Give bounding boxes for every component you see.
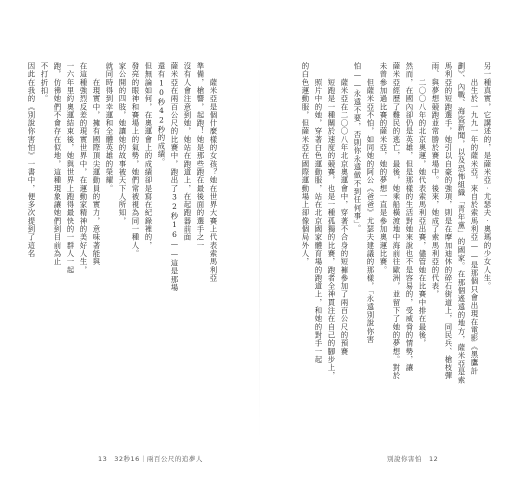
text-column: 不打折扣。 (40, 62, 49, 103)
text-column: 家公開的四肢，她讓她的故事被天下人所知， (118, 62, 127, 225)
text-column: 還有10秒42秒的成績。 (157, 62, 166, 167)
text-column: 在現實中，擁有國際頂尖運動員的實力，意味著能與 (92, 62, 101, 266)
text-column: 二〇〇八年的北京奧運，她代表索馬利亞出賽，儘管她在比賽中排在最後， (418, 62, 427, 348)
text-column: 短跑是一種關於速度的競賽，也是一種孤獨的比賽，跑者全神貫注在自己的腳步上， (327, 62, 336, 380)
text-column: 未曾參加過比賽的薩米亞，她的夢想一直是參加奧運比賽。 (379, 62, 388, 274)
page-footer-left: 13 32秒16｜兩百公尺的追夢人 (98, 455, 203, 463)
right-page (260, 0, 520, 500)
text-column: 但薩米亞不怕，如同她的阿公《爸爸》尤瑟夫建議的那樣，「永遠別說你害 (366, 62, 375, 344)
text-column: 照片中的她，穿著白色運動服，站在北京國家體育場的跑道上，和她的對手一起 (314, 62, 323, 364)
text-column: 在這種強烈反差的現實世界中，在運動家精神的美好人生， (79, 62, 88, 274)
text-column: 怕——永遠不要，否則你永遠做不到任何事」。 (353, 62, 362, 233)
text-column: 另一種真實，它講述的，是薩米亞‧尤瑟夫‧奧瑪的少女人生。 (483, 62, 492, 291)
text-column: 因此在我的《別說你害怕》一書中，便多次提到了這名 (27, 62, 36, 258)
text-column: 薩米亞經歷了難民的逃亡，最後，她乘船橫渡地中海前往歐洲，並留下了她的夢想。對於 (392, 62, 401, 380)
text-column (287, 62, 297, 447)
text-column: 沒有人會注意到她，她站在跑道上，在起跑器前面 (183, 62, 192, 242)
text-column: 的白色運動服，但薩米亞在國際運動場上卻像個局外人， (301, 62, 310, 266)
text-column: 就同時得到幸運和全體英雄的榮耀。 (105, 62, 114, 193)
text-column: 雨、與夢想競跑並常勝於賽場中。後來，她成了索馬利亞的代表， (431, 62, 440, 299)
text-column: 薩米亞在二〇〇八年北京奧運會中，穿著不合身的短褲參加了兩百公尺的預賽 (340, 62, 349, 356)
text-column: 薩米亞在兩百公尺的比賽中，跑出了32秒16——這是那場 (170, 62, 179, 292)
text-column: 一六年里約奧運結束後，她與世界上跑得最快的一群人一起 (66, 62, 75, 274)
text-column: 準備，槍響，起跑！她是那些跑在最後面的選手之一 (196, 62, 205, 250)
text-column: 出生於一九九一年的薩米亞，來自於索馬利亞——是那個只會出現在電影《黑鷹計 (470, 62, 479, 375)
text-column: 但無論如何，在奧運會上的成績卻是寫在紀錄裡的， (144, 62, 153, 250)
text-column: 發亮的眼神和賽場上的氣勢，她們常被視為同一種人。 (131, 62, 140, 258)
text-column: 馬利亞的短跑選手，她引以自豪的強項，則是在摩加迪休的碎石街道上，同民兵、槍枝彈 (444, 62, 453, 380)
text-column: 薩米亞是個什麼樣的女孩？她在世界大賽上代表索馬利亞 (209, 62, 218, 283)
text-column: 劃》、內戰、海盜新聞，以及恐怖組織「青年黨」的國家。在那個遙遠的地方，薩米亞是索 (457, 62, 466, 385)
text-column: 跑，仿彿她們不會存在似地，這種現象讓她們到目前為止 (53, 62, 62, 266)
text-column (221, 62, 231, 447)
text-column: 然而，在國內卻仍是英雄，但是那樣的生活對她來說也不是容易的，受威脅的情勢，讓 (405, 62, 414, 372)
page-footer-right: 別說你害怕 12 (387, 455, 439, 463)
